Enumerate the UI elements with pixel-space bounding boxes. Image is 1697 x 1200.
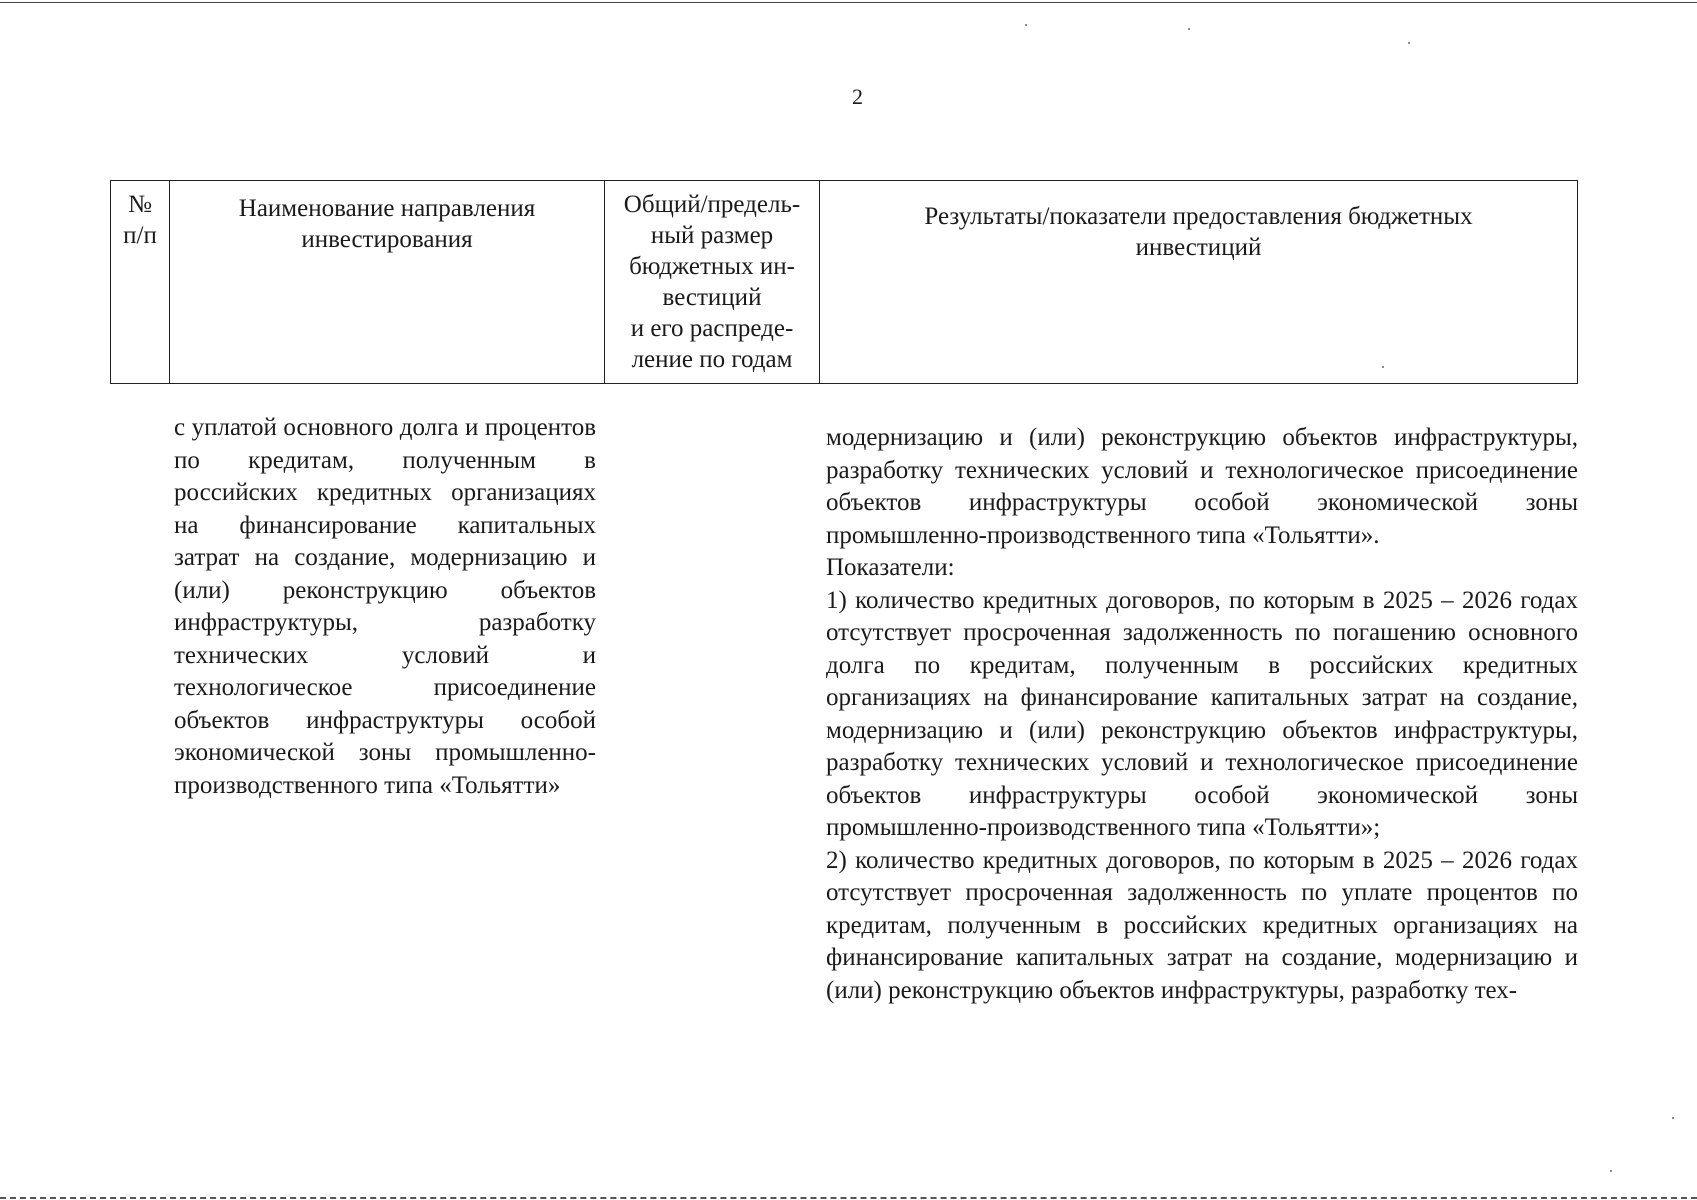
scan-speck [1188, 28, 1190, 30]
scan-speck [1408, 42, 1410, 44]
table-header-row [111, 181, 1578, 384]
direction-name-continuation [174, 412, 596, 802]
scan-speck [1025, 24, 1027, 26]
direction-name-text: с уплатой основного долга и процентов по кредитам, полученным в российских кредитных организациях на финансирование капитальных затрат на создание, модернизацию и (или) реконструкцию объектов инфраструктуры, разработку технических условий и технологическое присоединение объектов инфраструктуры особой экономической зоны промышленно-производственного типа «Тольятти» [174, 414, 596, 799]
indicator-item: 1) количество кредитных договоров, по которым в 2025 – 2026 годах отсутствует просроченная задолженность по погашению основного долга по кредитам, полученным в российских кредитных организациях на финансирование капитальных затрат на создание, модернизацию и (или) реконструкцию объектов инфраструктуры, разработку технических условий и технологическое присоединение объектов инфраструктуры особой экономической зоны промышленно-производственного типа «Тольятти»; [826, 586, 1578, 841]
header-direction-name: Наименование направления инвестирования [170, 181, 605, 384]
scan-speck [1382, 366, 1384, 368]
page-number: 2 [852, 84, 863, 109]
scan-speck [1672, 1117, 1674, 1119]
investment-table-header [110, 180, 1578, 384]
results-paragraph: модернизацию и (или) реконструкцию объектов инфраструктуры, разработку технических условий и технологическое присоединение объектов инфраструктуры особой экономической зоны промышленно-производственного типа «Тольятти». [826, 424, 1578, 549]
indicators-label: Показатели: [826, 554, 955, 581]
indicator-item: 2) количество кредитных договоров, по которым в 2025 – 2026 годах отсутствует просроченная задолженность по уплате процентов по кредитам, полученным в российских кредитных организациях на финансирование капитальных затрат на создание, модернизацию и (или) реконструкцию объектов инфраструктуры, разработку тех- [826, 846, 1578, 1004]
scan-edge-bottom [0, 1197, 1697, 1199]
scan-edge-top [0, 2, 1697, 3]
results-continuation [826, 422, 1578, 1007]
scan-speck [1610, 1170, 1612, 1172]
header-results: Результаты/показатели предоставления бюджетных инвестиций [820, 181, 1578, 384]
header-number: № п/п [111, 181, 170, 384]
header-budget-size: Общий/предель- ный размер бюджетных ин- вестиций и его распреде- ление по годам [605, 181, 820, 384]
